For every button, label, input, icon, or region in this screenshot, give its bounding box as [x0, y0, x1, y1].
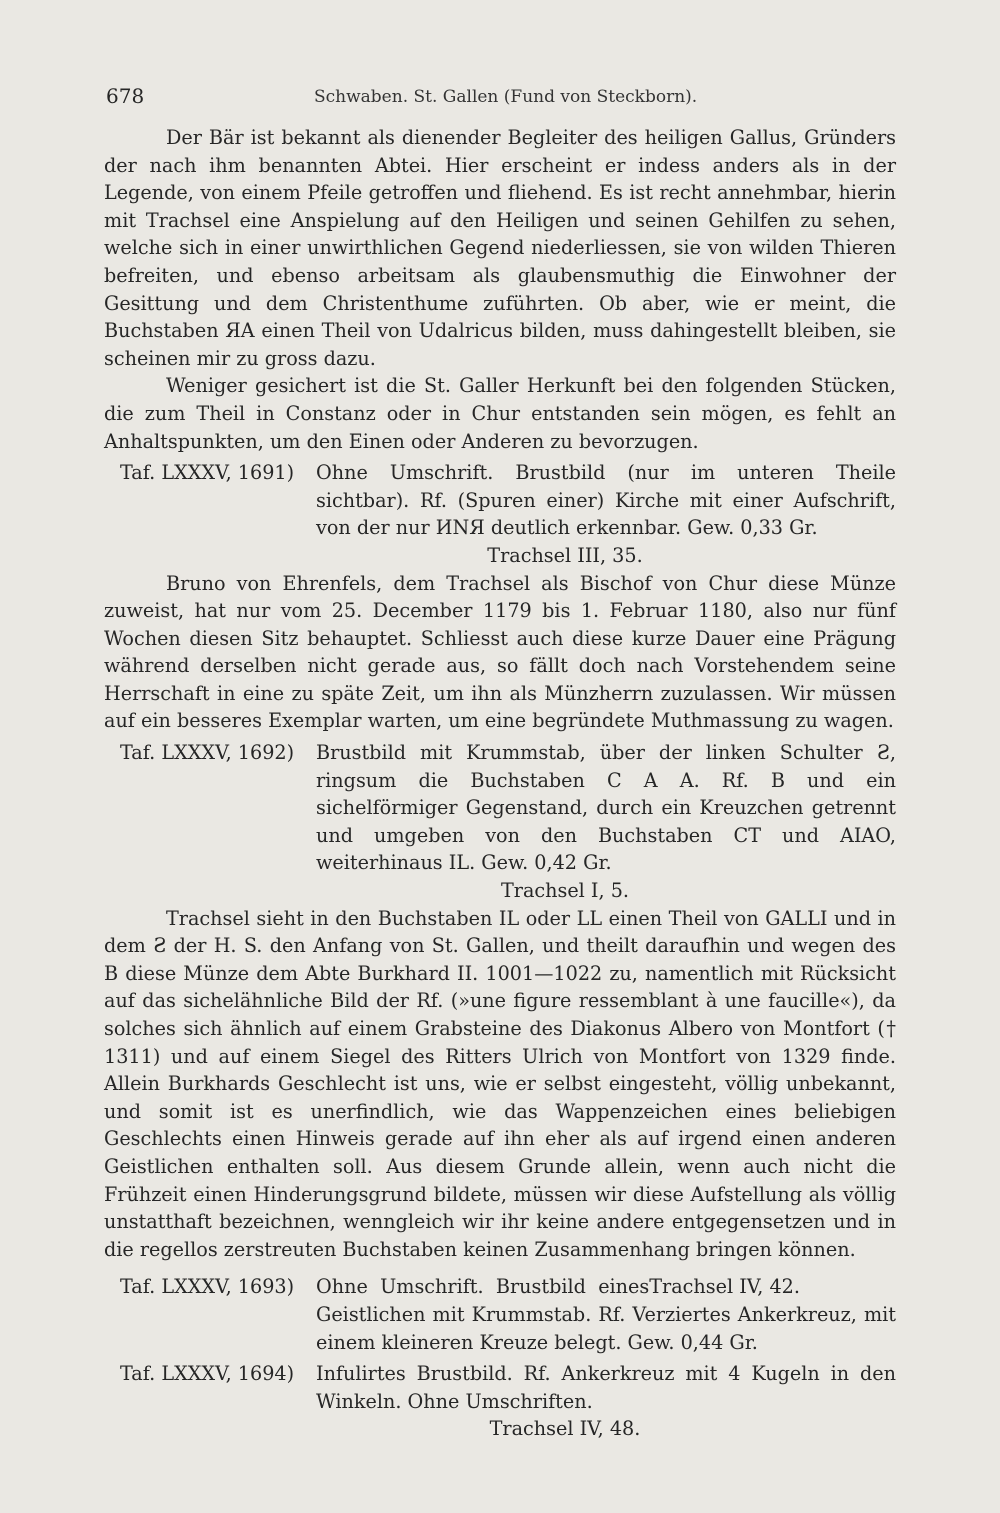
catalog-entry — [104, 459, 896, 542]
running-head: Schwaben. St. Gallen (Fund von Steckborn). — [314, 87, 698, 107]
paragraph: Trachsel sieht in den Buchstaben IL oder LL einen Theil von GALLI und in dem Ƨ der H. S. den Anfang von St. Gallen, und theilt daraufhin und wegen des B diese Münze dem Abte Burkhard II. 1001—1022 zu, namentlich mit Rücksicht auf das sichelähnliche Bild der Rf. (»une figure ressemblant à une faucille«), da solches sich ähnlich auf einem Grabsteine des Diakonus Albero von Montfort († 1311) und auf einem Siegel des Ritters Ulrich von Montfort von 1329 finde. Allein Burkhards Geschlecht ist uns, wie er selbst eingesteht, völlig unbekannt, und somit ist es unerfindlich, wie das Wappenzeichen eines beliebigen Geschlechts einen Hinweis gerade auf ihn eher als auf irgend einen anderen Geistlichen enthalten soll. Aus diesem Grunde allein, wenn auch nicht die Frühzeit einen Hinderungsgrund bildete, müssen wir diese Aufstellung als völlig unstatthaft bezeichnen, wenngleich wir ihr keine andere entgegensetzen und in die regellos zerstreuten Buchstaben keinen Zusammenhang bringen können. — [104, 906, 896, 1261]
paragraph: Der Bär ist bekannt als dienender Begleiter des heiligen Gallus, Gründers der nach ihm benannten Abtei. Hier erscheint er indess anders als in der Legende, von einem Pfeile getroffen und fliehend. Es ist recht annehmbar, hierin mit Trachsel eine Anspielung auf den Heiligen und seinen Gehilfen zu sehen, welche sich in einer unwirthlichen Gegend niederliessen, sie von wilden Thieren befreiten, und ebenso arbeitsam als glaubensmuthig die Einwohner der Gesittung und dem Christenthume zuführten. Ob aber, wie er meint, die Buchstaben ЯA einen Theil von Udalricus bilden, muss dahingestellt bleiben, sie scheinen mir zu gross dazu. — [104, 126, 896, 370]
paragraph: Weniger gesichert ist die St. Galler Herkunft bei den folgenden Stücken, die zum Theil in Constanz oder in Chur entstanden sein mögen, es fehlt an Anhaltspunkten, um den Einen oder Anderen zu bevorzugen. — [104, 374, 896, 453]
plate-reference: Taf. LXXXV, 1692) — [120, 741, 295, 765]
plate-reference: Taf. LXXXV, 1694) — [120, 1362, 295, 1386]
entry-description-text: Ohne Umschrift. Brustbild eines Geistlichen mit Krummstab. Rf. Verziertes Ankerkreuz, mit einem kleineren Kreuze belegt. Gew. 0,44 Gr. — [316, 1275, 896, 1354]
entry-description: Ohne Umschrift. Brustbild (nur im unteren Theile sichtbar). Rf. (Spuren einer) Kirche mit einer Aufschrift, von der nur ИΝЯ deutlich erkennbar. Gew. 0,33 Gr. — [316, 461, 896, 540]
source-citation: Trachsel III, 35. — [487, 543, 643, 567]
entry-description: Brustbild mit Krummstab, über der linken Schulter Ƨ, ringsum die Buchstaben C A A. Rf. B und ein sichelförmiger Gegenstand, durch ein Kreuzchen getrennt und umgeben von den Buchstaben CT und AIAO, weiterhinaus IL. Gew. 0,42 Gr. — [316, 741, 896, 875]
catalog-entry — [104, 739, 896, 877]
paragraph: Bruno von Ehrenfels, dem Trachsel als Bischof von Chur diese Münze zuweist, hat nur vom 25. December 1179 bis 1. Februar 1180, also nur fünf Wochen diesen Sitz behauptet. Schliesst auch diese kurze Dauer eine Prägung während derselben nicht gerade aus, so fällt doch nach Vorstehendem seine Herrschaft in eine zu späte Zeit, um ihn als Münzherrn zuzulassen. Wir müssen auf ein besseres Exemplar warten, um eine begründete Muthmassung zu wagen. — [104, 571, 896, 733]
plate-reference: Taf. LXXXV, 1693) — [120, 1275, 295, 1299]
page-header — [106, 84, 896, 114]
source-citation: Trachsel IV, 42. — [649, 1275, 800, 1299]
page-body — [104, 124, 896, 1443]
catalog-entry — [104, 1273, 896, 1356]
spacer — [104, 1263, 896, 1269]
source-citation: Trachsel I, 5. — [500, 879, 630, 903]
source-citation: Trachsel IV, 48. — [489, 1417, 641, 1441]
entry-description: Infulirtes Brustbild. Rf. Ankerkreuz mit 4 Kugeln in den Winkeln. Ohne Umschriften. — [316, 1362, 896, 1413]
plate-reference: Taf. LXXXV, 1691) — [120, 461, 295, 485]
entry-description — [316, 1273, 896, 1356]
page-number: 678 — [106, 84, 145, 108]
catalog-entry — [104, 1360, 896, 1415]
